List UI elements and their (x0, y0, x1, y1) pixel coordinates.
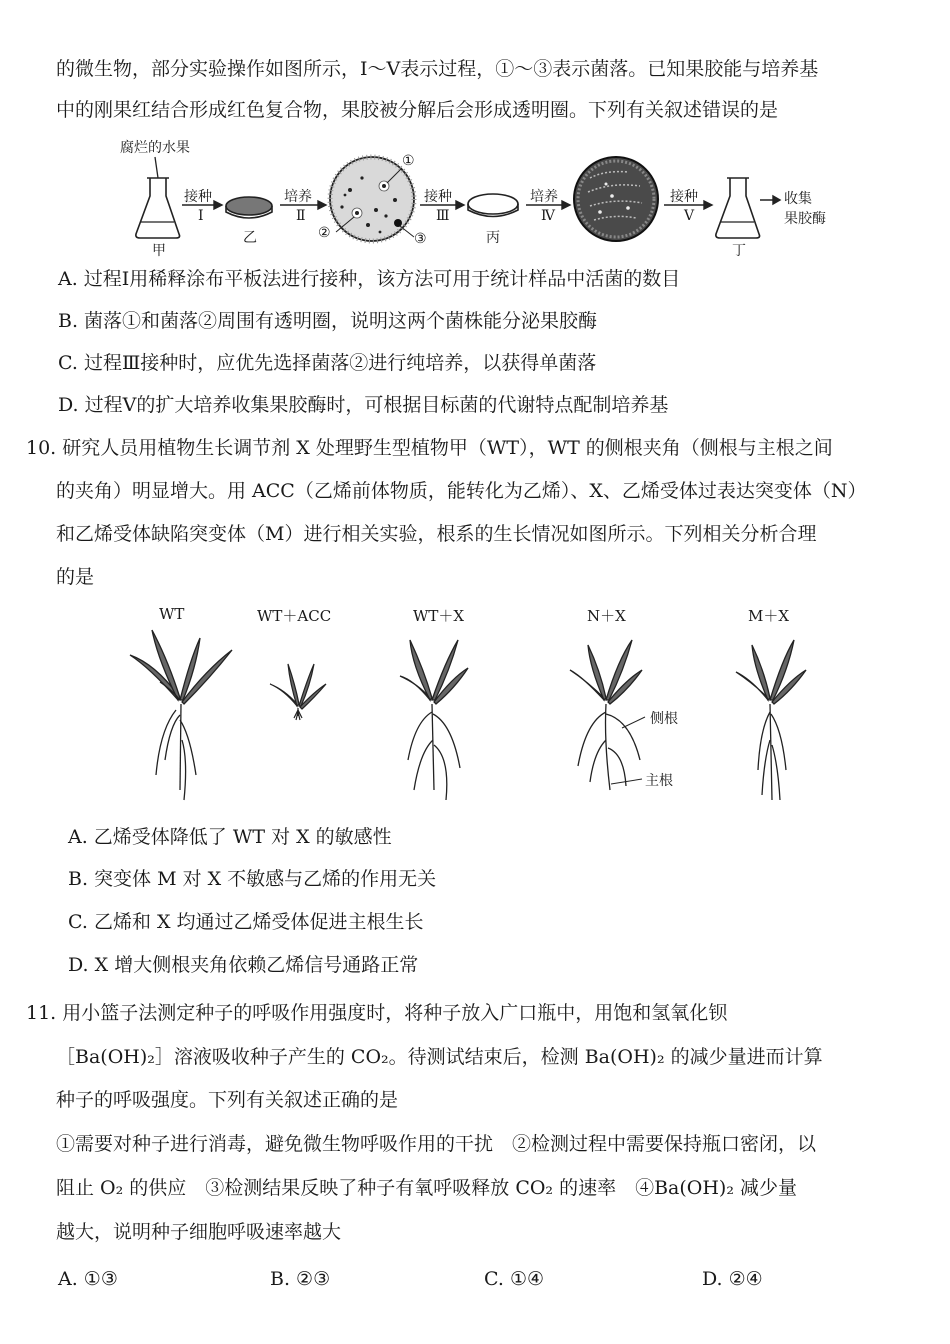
flask-a-label: 甲 (152, 243, 166, 259)
arrow-2-top-label: 培养 (284, 189, 312, 205)
q11-option-d: D. ②④ (702, 1268, 763, 1290)
q10-stem-line-2: 的夹角）明显增大。用 ACC（乙烯前体物质，能转化为乙烯）、X、乙烯受体过表达突变体（N） (56, 480, 867, 502)
q11-stem-line-5: 阻止 O₂ 的供应 ③检测结果反映了种子有氧呼吸释放 CO₂ 的速率 ④Ba(OH)₂ 减少量 (56, 1177, 798, 1199)
plant-wt-icon (130, 630, 232, 800)
plant-1-label: WT (159, 605, 185, 623)
flask-d-label: 丁 (732, 243, 746, 259)
source-label: 腐烂的水果 (120, 140, 190, 156)
plant-4-label: N＋X (587, 607, 626, 625)
q10-option-a: A. 乙烯受体降低了 WT 对 X 的敏感性 (68, 826, 392, 848)
plant-wt-x-icon (400, 640, 468, 800)
result-label-2: 果胶酶 (784, 211, 826, 227)
arrow-1-bottom-label: Ⅰ (198, 208, 204, 224)
q11-option-b: B. ②③ (270, 1268, 331, 1290)
q9-option-b: B. 菌落①和菌落②周围有透明圈，说明这两个菌株能分泌果胶酶 (58, 310, 598, 332)
colony-2-label: ② (318, 225, 331, 241)
plant-3-label: WT＋X (413, 607, 465, 625)
q11-stem-line-1: 11. 用小篮子法测定种子的呼吸作用强度时，将种子放入广口瓶中，用饱和氢氧化钡 (26, 1002, 728, 1024)
plant-5-label: M＋X (748, 607, 790, 625)
colony-3-label: ③ (414, 231, 427, 247)
plant-m-x-icon (736, 640, 806, 800)
q10-option-c: C. 乙烯和 X 均通过乙烯受体促进主根生长 (68, 911, 424, 933)
q11-option-c: C. ①④ (484, 1268, 545, 1290)
arrow-1-top-label: 接种 (184, 189, 212, 205)
q9-stem-line-2: 中的刚果红结合形成红色复合物，果胶被分解后会形成透明圈。下列有关叙述错误的是 (56, 99, 779, 121)
arrow-5-bottom-label: Ⅴ (684, 208, 695, 224)
q9-option-d: D. 过程Ⅴ的扩大培养收集果胶酶时，可根据目标菌的代谢特点配制培养基 (58, 394, 669, 416)
arrow-3-bottom-label: Ⅲ (436, 208, 450, 224)
q11-stem-line-6: 越大，说明种子细胞呼吸速率越大 (56, 1221, 342, 1243)
q10-stem-line-1: 10. 研究人员用植物生长调节剂 X 处理野生型植物甲（WT），WT 的侧根夹角（侧根与主根之间 (26, 437, 833, 459)
arrow-2-bottom-label: Ⅱ (296, 208, 306, 224)
q9-option-c: C. 过程Ⅲ接种时，应优先选择菌落②进行纯培养，以获得单菌落 (58, 352, 597, 374)
arrow-4-bottom-label: Ⅳ (541, 208, 555, 224)
q10-stem-line-3: 和乙烯受体缺陷突变体（M）进行相关实验，根系的生长情况如图所示。下列相关分析合理 (56, 523, 817, 545)
q10-option-d: D. X 增大侧根夹角依赖乙烯信号通路正常 (68, 954, 419, 976)
lateral-root-label: 侧根 (650, 711, 678, 727)
q11-stem-line-4: ①需要对种子进行消毒，避免微生物呼吸作用的干扰 ②检测过程中需要保持瓶口密闭，以 (56, 1133, 817, 1155)
q10-option-b: B. 突变体 M 对 X 不敏感与乙烯的作用无关 (68, 868, 437, 890)
plant-wt-acc-icon (270, 664, 326, 720)
q9-option-a: A. 过程Ⅰ用稀释涂布平板法进行接种，该方法可用于统计样品中活菌的数目 (58, 268, 681, 290)
plate-c-label: 丙 (486, 230, 500, 246)
arrow-5-top-label: 接种 (670, 189, 698, 205)
result-label-1: 收集 (784, 191, 812, 207)
q9-stem-line-1: 的微生物，部分实验操作如图所示，Ⅰ～Ⅴ表示过程，①～③表示菌落。已知果胶能与培养基 (56, 58, 819, 80)
arrow-4-top-label: 培养 (530, 189, 558, 205)
plate-b-label: 乙 (243, 230, 257, 246)
plant-n-x-icon (570, 640, 645, 790)
q10-stem-line-4: 的是 (56, 566, 95, 588)
main-root-label: 主根 (645, 773, 673, 789)
arrow-3-top-label: 接种 (424, 189, 452, 205)
colony-1-label: ① (402, 153, 415, 169)
q11-stem-line-2: ［Ba(OH)₂］溶液吸收种子产生的 CO₂。待测试结束后，检测 Ba(OH)₂ 的减少量进而计算 (56, 1046, 823, 1068)
q11-stem-line-3: 种子的呼吸强度。下列有关叙述正确的是 (56, 1089, 399, 1111)
plant-2-label: WT＋ACC (257, 607, 332, 625)
q11-option-a: A. ①③ (58, 1268, 118, 1290)
